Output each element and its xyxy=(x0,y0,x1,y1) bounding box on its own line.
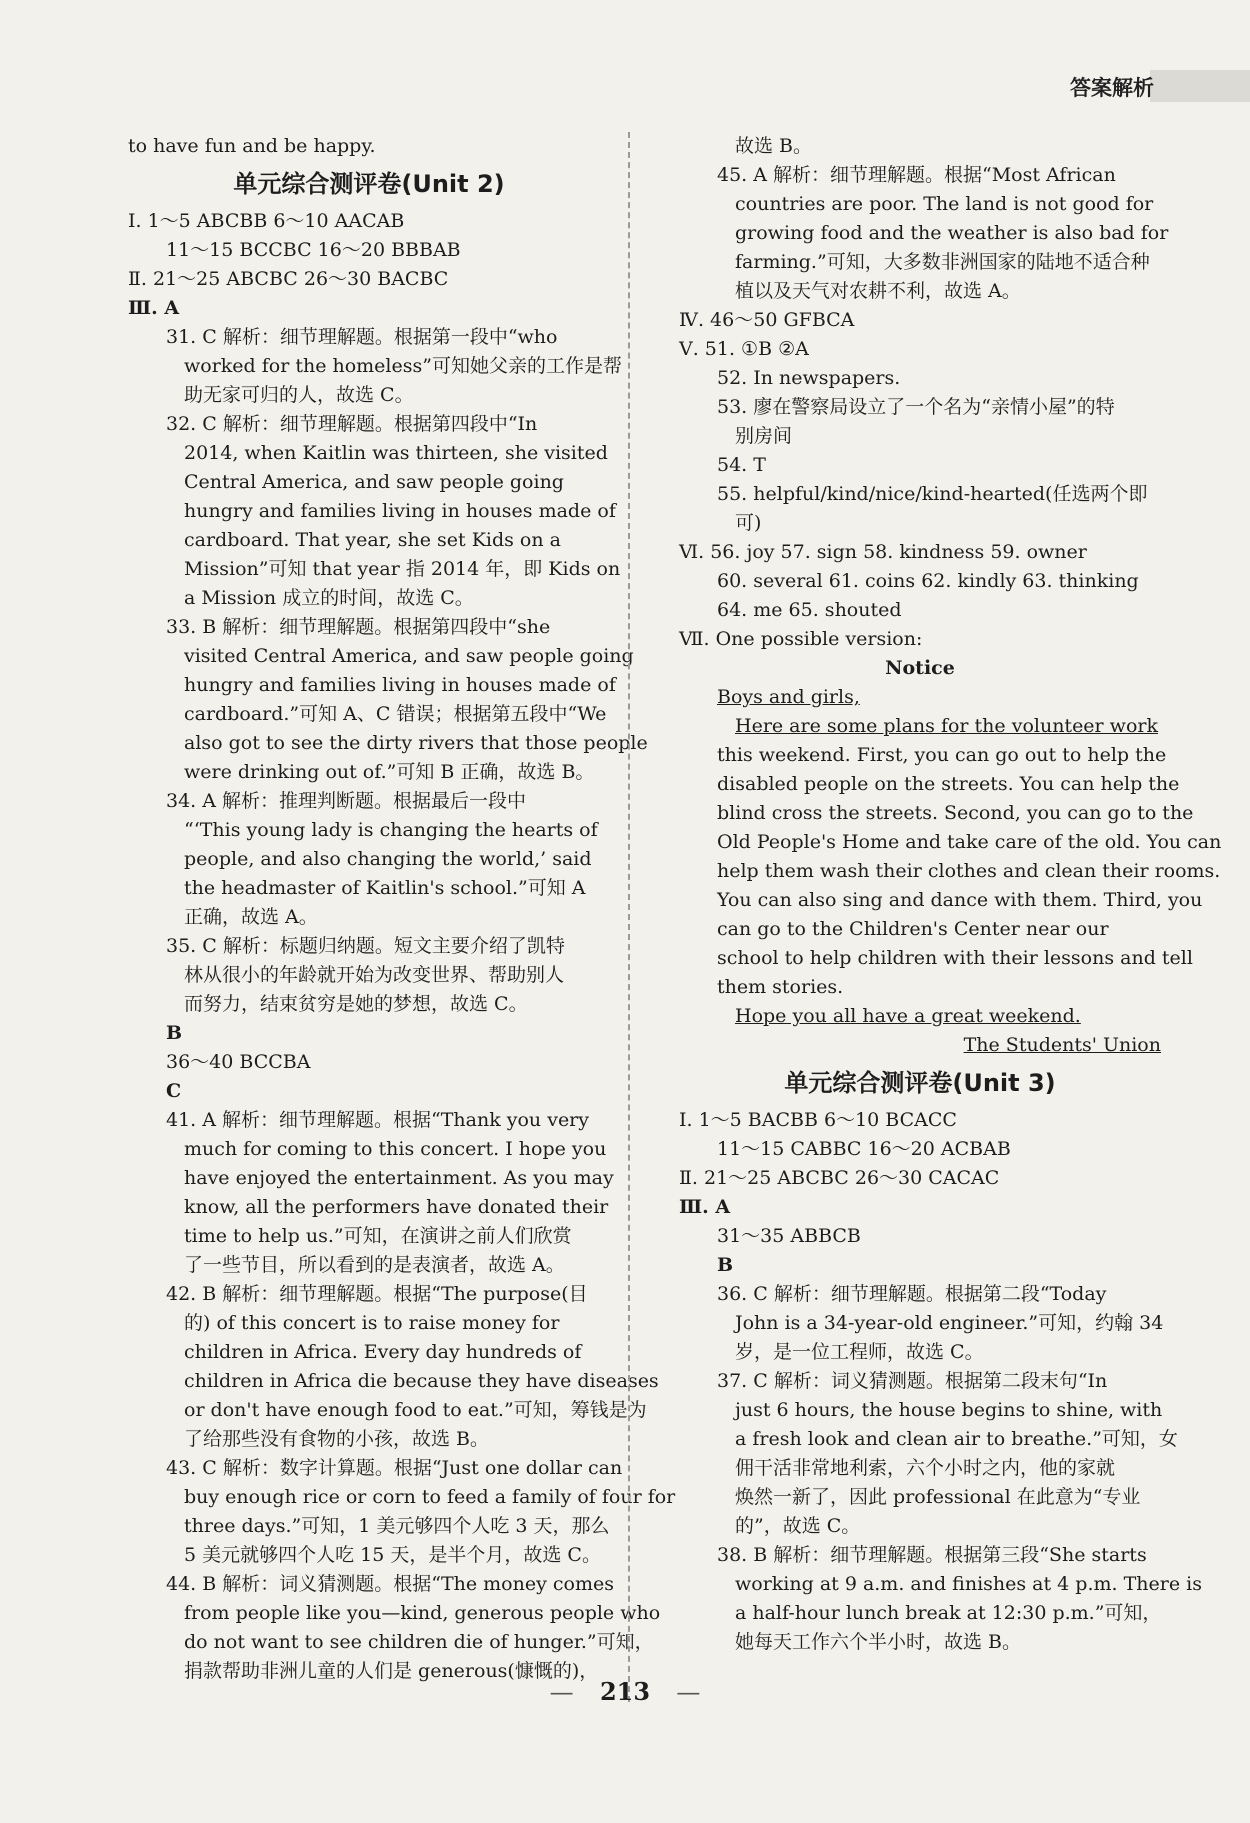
text-line: 36～40 BCCBA xyxy=(166,1051,311,1073)
section-title: 单元综合测评卷(Unit 3) xyxy=(784,1069,1056,1097)
text-line: children in Africa die because they have diseases xyxy=(184,1370,659,1392)
text-line: people, and also changing the world,’ said xyxy=(184,848,592,870)
text-line: time to help us.”可知，在演讲之前人们欣赏 xyxy=(184,1225,572,1247)
text-line: 焕然一新了，因此 professional 在此意为“专业 xyxy=(735,1486,1141,1508)
text-line: them stories. xyxy=(717,976,844,998)
text-line: 了给那些没有食物的小孩，故选 B。 xyxy=(184,1428,490,1450)
text-line: 33. B 解析：细节理解题。根据第四段中“she xyxy=(166,616,551,638)
text-line: Ⅱ. 21～25 ABCBC 26～30 CACAC xyxy=(679,1167,1000,1189)
text-line: much for coming to this concert. I hope you xyxy=(184,1138,607,1160)
text-line: 林从很小的年龄就开始为改变世界、帮助别人 xyxy=(184,964,565,986)
text-line: hungry and families living in houses made of xyxy=(184,674,616,696)
text-line: Boys and girls, xyxy=(717,686,860,708)
text-line: this weekend. First, you can go out to help the xyxy=(717,744,1167,766)
text-line: Ⅱ. 21～25 ABCBC 26～30 BACBC xyxy=(128,268,449,290)
text-line: 35. C 解析：标题归纳题。短文主要介绍了凯特 xyxy=(166,935,565,957)
text-line: hungry and families living in houses made of xyxy=(184,500,616,522)
text-line: do not want to see children die of hunger.”可知， xyxy=(184,1631,654,1653)
text-line: 37. C 解析：词义猜测题。根据第二段末句“In xyxy=(717,1370,1108,1392)
text-line: 36. C 解析：细节理解题。根据第二段“Today xyxy=(717,1283,1107,1305)
text-line: help them wash their clothes and clean their rooms. xyxy=(717,860,1221,882)
text-line: have enjoyed the entertainment. As you may xyxy=(184,1167,614,1189)
text-line: working at 9 a.m. and finishes at 4 p.m. There is xyxy=(735,1573,1202,1595)
text-line: 41. A 解析：细节理解题。根据“Thank you very xyxy=(166,1109,590,1131)
text-line: 岁，是一位工程师，故选 C。 xyxy=(735,1341,984,1363)
text-line: can go to the Children's Center near our xyxy=(717,918,1109,940)
text-line: 32. C 解析：细节理解题。根据第四段中“In xyxy=(166,413,538,435)
text-line: You can also sing and dance with them. Third, you xyxy=(717,889,1203,911)
text-line: 64. me 65. shouted xyxy=(717,599,902,621)
text-line: 60. several 61. coins 62. kindly 63. thinking xyxy=(717,570,1139,592)
text-line: 54. T xyxy=(717,454,766,476)
text-line: 44. B 解析：词义猜测题。根据“The money comes xyxy=(166,1573,614,1595)
right-column xyxy=(679,132,1222,1657)
text-line: 捐款帮助非洲儿童的人们是 generous(慷慨的)， xyxy=(184,1660,599,1682)
text-line: were drinking out of.”可知 B 正确，故选 B。 xyxy=(184,761,595,783)
text-line: 了一些节目，所以看到的是表演者，故选 A。 xyxy=(184,1254,565,1276)
text-line: 的) of this concert is to raise money for xyxy=(184,1312,560,1334)
text-line: blind cross the streets. Second, you can go to the xyxy=(717,802,1194,824)
page-number: 213 xyxy=(599,1677,651,1706)
text-line: growing food and the weather is also bad for xyxy=(735,222,1169,244)
text-line: 而努力，结束贫穷是她的梦想，故选 C。 xyxy=(184,993,528,1015)
text-line: John is a 34-year-old engineer.”可知，约翰 34 xyxy=(735,1312,1164,1334)
text-line: a half-hour lunch break at 12:30 p.m.”可知， xyxy=(735,1602,1162,1624)
text-line: Central America, and saw people going xyxy=(184,471,564,493)
text-line: 植以及天气对农耕不利，故选 A。 xyxy=(735,280,1021,302)
text-line: school to help children with their lessons and tell xyxy=(717,947,1193,969)
text-line: Notice xyxy=(885,657,955,679)
text-line: buy enough rice or corn to feed a family of four for xyxy=(184,1486,676,1508)
text-line: 11～15 CABBC 16～20 ACBAB xyxy=(717,1138,1011,1160)
text-line: Ⅰ. 1～5 ABCBB 6～10 AACAB xyxy=(128,210,405,232)
text-line: a fresh look and clean air to breathe.”可知，女 xyxy=(735,1428,1178,1450)
page-header-title: 答案解析 xyxy=(1070,76,1154,100)
footer-dash-left: — xyxy=(549,1678,574,1706)
text-line: Ⅲ. A xyxy=(679,1196,731,1218)
text-line: 45. A 解析：细节理解题。根据“Most African xyxy=(717,164,1116,186)
text-line: three days.”可知，1 美元够四个人吃 3 天，那么 xyxy=(184,1515,610,1537)
text-line: 佣干活非常地利索，六个小时之内，他的家就 xyxy=(735,1457,1116,1479)
text-line: farming.”可知，大多数非洲国家的陆地不适合种 xyxy=(735,251,1150,273)
text-line: 52. In newspapers. xyxy=(717,367,901,389)
text-line: Ⅰ. 1～5 BACBB 6～10 BCACC xyxy=(679,1109,957,1131)
text-line: Old People's Home and take care of the old. You can xyxy=(717,831,1222,853)
text-line: 34. A 解析：推理判断题。根据最后一段中 xyxy=(166,790,527,812)
text-line: Ⅲ. A xyxy=(128,297,180,319)
text-line: 正确，故选 A。 xyxy=(184,906,318,928)
text-line: Ⅳ. 46～50 GFBCA xyxy=(679,309,855,331)
text-line: B xyxy=(717,1254,734,1276)
text-line: know, all the performers have donated their xyxy=(184,1196,609,1218)
text-line: The Students' Union xyxy=(963,1034,1161,1056)
text-line: 38. B 解析：细节理解题。根据第三段“She starts xyxy=(717,1544,1147,1566)
text-line: worked for the homeless”可知她父亲的工作是帮 xyxy=(184,355,622,377)
text-line: 2014, when Kaitlin was thirteen, she visited xyxy=(184,442,608,464)
text-line: 的”，故选 C。 xyxy=(735,1515,861,1537)
text-line: to have fun and be happy. xyxy=(128,135,376,157)
text-line: 11～15 BCCBC 16～20 BBBAB xyxy=(166,239,461,261)
text-line: 43. C 解析：数字计算题。根据“Just one dollar can xyxy=(166,1457,623,1479)
text-line: Hope you all have a great weekend. xyxy=(735,1005,1081,1027)
text-line: cardboard. That year, she set Kids on a xyxy=(184,529,561,551)
text-line: children in Africa. Every day hundreds of xyxy=(184,1341,582,1363)
text-line: B xyxy=(166,1022,183,1044)
text-line: cardboard.”可知 A、C 错误；根据第五段中“We xyxy=(184,703,607,725)
section-title: 单元综合测评卷(Unit 2) xyxy=(233,170,505,198)
header-tab xyxy=(1150,70,1250,102)
text-line: the headmaster of Kaitlin's school.”可知 A xyxy=(184,877,586,899)
text-line: just 6 hours, the house begins to shine, with xyxy=(735,1399,1163,1421)
text-line: a Mission 成立的时间，故选 C。 xyxy=(184,587,474,609)
footer-dash-right: — xyxy=(676,1678,701,1706)
text-line: 53. 廖在警察局设立了一个名为“亲情小屋”的特 xyxy=(717,396,1115,418)
text-line: 故选 B。 xyxy=(735,135,813,157)
text-line: visited Central America, and saw people going xyxy=(184,645,634,667)
text-line: or don't have enough food to eat.”可知，筹钱是为 xyxy=(184,1399,647,1421)
text-line: 5 美元就够四个人吃 15 天，是半个月，故选 C。 xyxy=(184,1544,601,1566)
text-line: Mission”可知 that year 指 2014 年，即 Kids on xyxy=(184,558,621,580)
text-line: disabled people on the streets. You can help the xyxy=(717,773,1180,795)
text-line: Ⅶ. One possible version: xyxy=(679,628,923,650)
text-line: 可) xyxy=(735,512,762,534)
text-line: 别房间 xyxy=(735,425,793,447)
text-line: 31～35 ABBCB xyxy=(717,1225,861,1247)
text-line: countries are poor. The land is not good for xyxy=(735,193,1154,215)
text-line: Here are some plans for the volunteer work xyxy=(735,715,1158,737)
left-column xyxy=(128,132,676,1686)
column-divider xyxy=(628,132,630,1702)
page-footer xyxy=(0,1677,1250,1706)
text-line: Ⅴ. 51. ①B ②A xyxy=(679,338,809,360)
text-line: Ⅵ. 56. joy 57. sign 58. kindness 59. owner xyxy=(679,541,1087,563)
text-line: 31. C 解析：细节理解题。根据第一段中“who xyxy=(166,326,558,348)
text-line: 助无家可归的人，故选 C。 xyxy=(184,384,414,406)
text-line: also got to see the dirty rivers that those people xyxy=(184,732,648,754)
text-line: “‘This young lady is changing the hearts of xyxy=(184,819,598,841)
text-line: from people like you—kind, generous people who xyxy=(184,1602,661,1624)
text-line: 55. helpful/kind/nice/kind-hearted(任选两个即 xyxy=(717,483,1148,505)
text-line: 她每天工作六个半小时，故选 B。 xyxy=(735,1631,1022,1653)
text-line: 42. B 解析：细节理解题。根据“The purpose(目 xyxy=(166,1283,588,1305)
text-line: C xyxy=(166,1080,182,1102)
